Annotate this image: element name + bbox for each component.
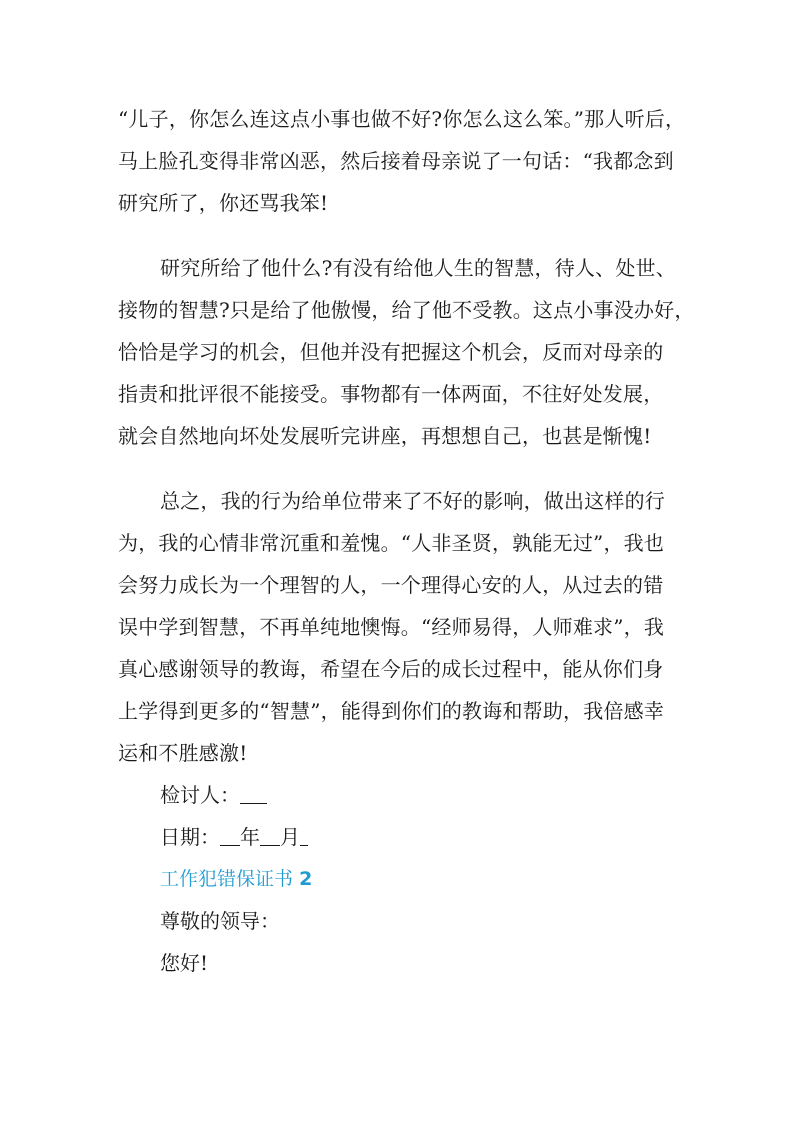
text-line: 真心感谢领导的教诲，希望在今后的成长过程中，能从你们身 [118, 657, 664, 681]
salutation: 尊敬的领导： [160, 909, 280, 933]
text-line: 马上脸孔变得非常凶恶，然后接着母亲说了一句话：“我都念到 [118, 149, 674, 173]
paragraph-story-end [118, 98, 688, 224]
month-label: 月 [280, 825, 300, 849]
date-label: 日期： [160, 825, 220, 849]
text-line: 研究所了，你还骂我笨! [118, 191, 329, 215]
text-line: 上学得到更多的“智慧”，能得到你们的教诲和帮助，我倍感幸 [118, 699, 665, 723]
document-page [118, 98, 695, 984]
text-line: 恰恰是学习的机会，但他并没有把握这个机会，反而对母亲的 [118, 340, 664, 364]
greeting: 您好! [160, 951, 209, 975]
paragraph-reflection [118, 247, 695, 457]
text-line: 为，我的心情非常沉重和羞愧。“人非圣贤，孰能无过”，我也 [118, 531, 665, 555]
section-heading-number: 2 [299, 868, 313, 890]
text-line: 会努力成长为一个理智的人，一个理得心安的人，从过去的错 [118, 573, 664, 597]
text-line: 就会自然地向坏处发展听完讲座，再想想自己，也甚是惭愧! [118, 424, 652, 448]
signature-label: 检讨人： [160, 783, 240, 807]
signature-blank [240, 785, 267, 804]
date-line [118, 816, 688, 858]
text-line: 接物的智慧?只是给了他傲慢，给了他不受教。这点小事没办好， [118, 298, 695, 322]
year-blank [220, 827, 240, 846]
signature-line [118, 774, 688, 816]
paragraph-conclusion [118, 480, 688, 774]
year-label: 年 [240, 825, 260, 849]
text-line: 指责和批评很不能接受。事物都有一体两面，不往好处发展， [118, 382, 664, 406]
text-line: 研究所给了他什么?有没有给他人生的智慧，待人、处世、 [160, 256, 676, 280]
text-line: “儿子，你怎么连这点小事也做不好?你怎么这么笨。”那人听后， [118, 107, 686, 131]
month-blank [260, 827, 280, 846]
section-heading-text: 工作犯错保证书 [160, 868, 294, 890]
section-heading [118, 858, 688, 900]
text-line: 总之，我的行为给单位带来了不好的影响，做出这样的行 [160, 489, 665, 513]
text-line: 误中学到智慧，不再单纯地懊悔。“经师易得，人师难求”，我 [118, 615, 665, 639]
text-line: 运和不胜感激! [118, 741, 248, 765]
day-blank [300, 827, 308, 846]
